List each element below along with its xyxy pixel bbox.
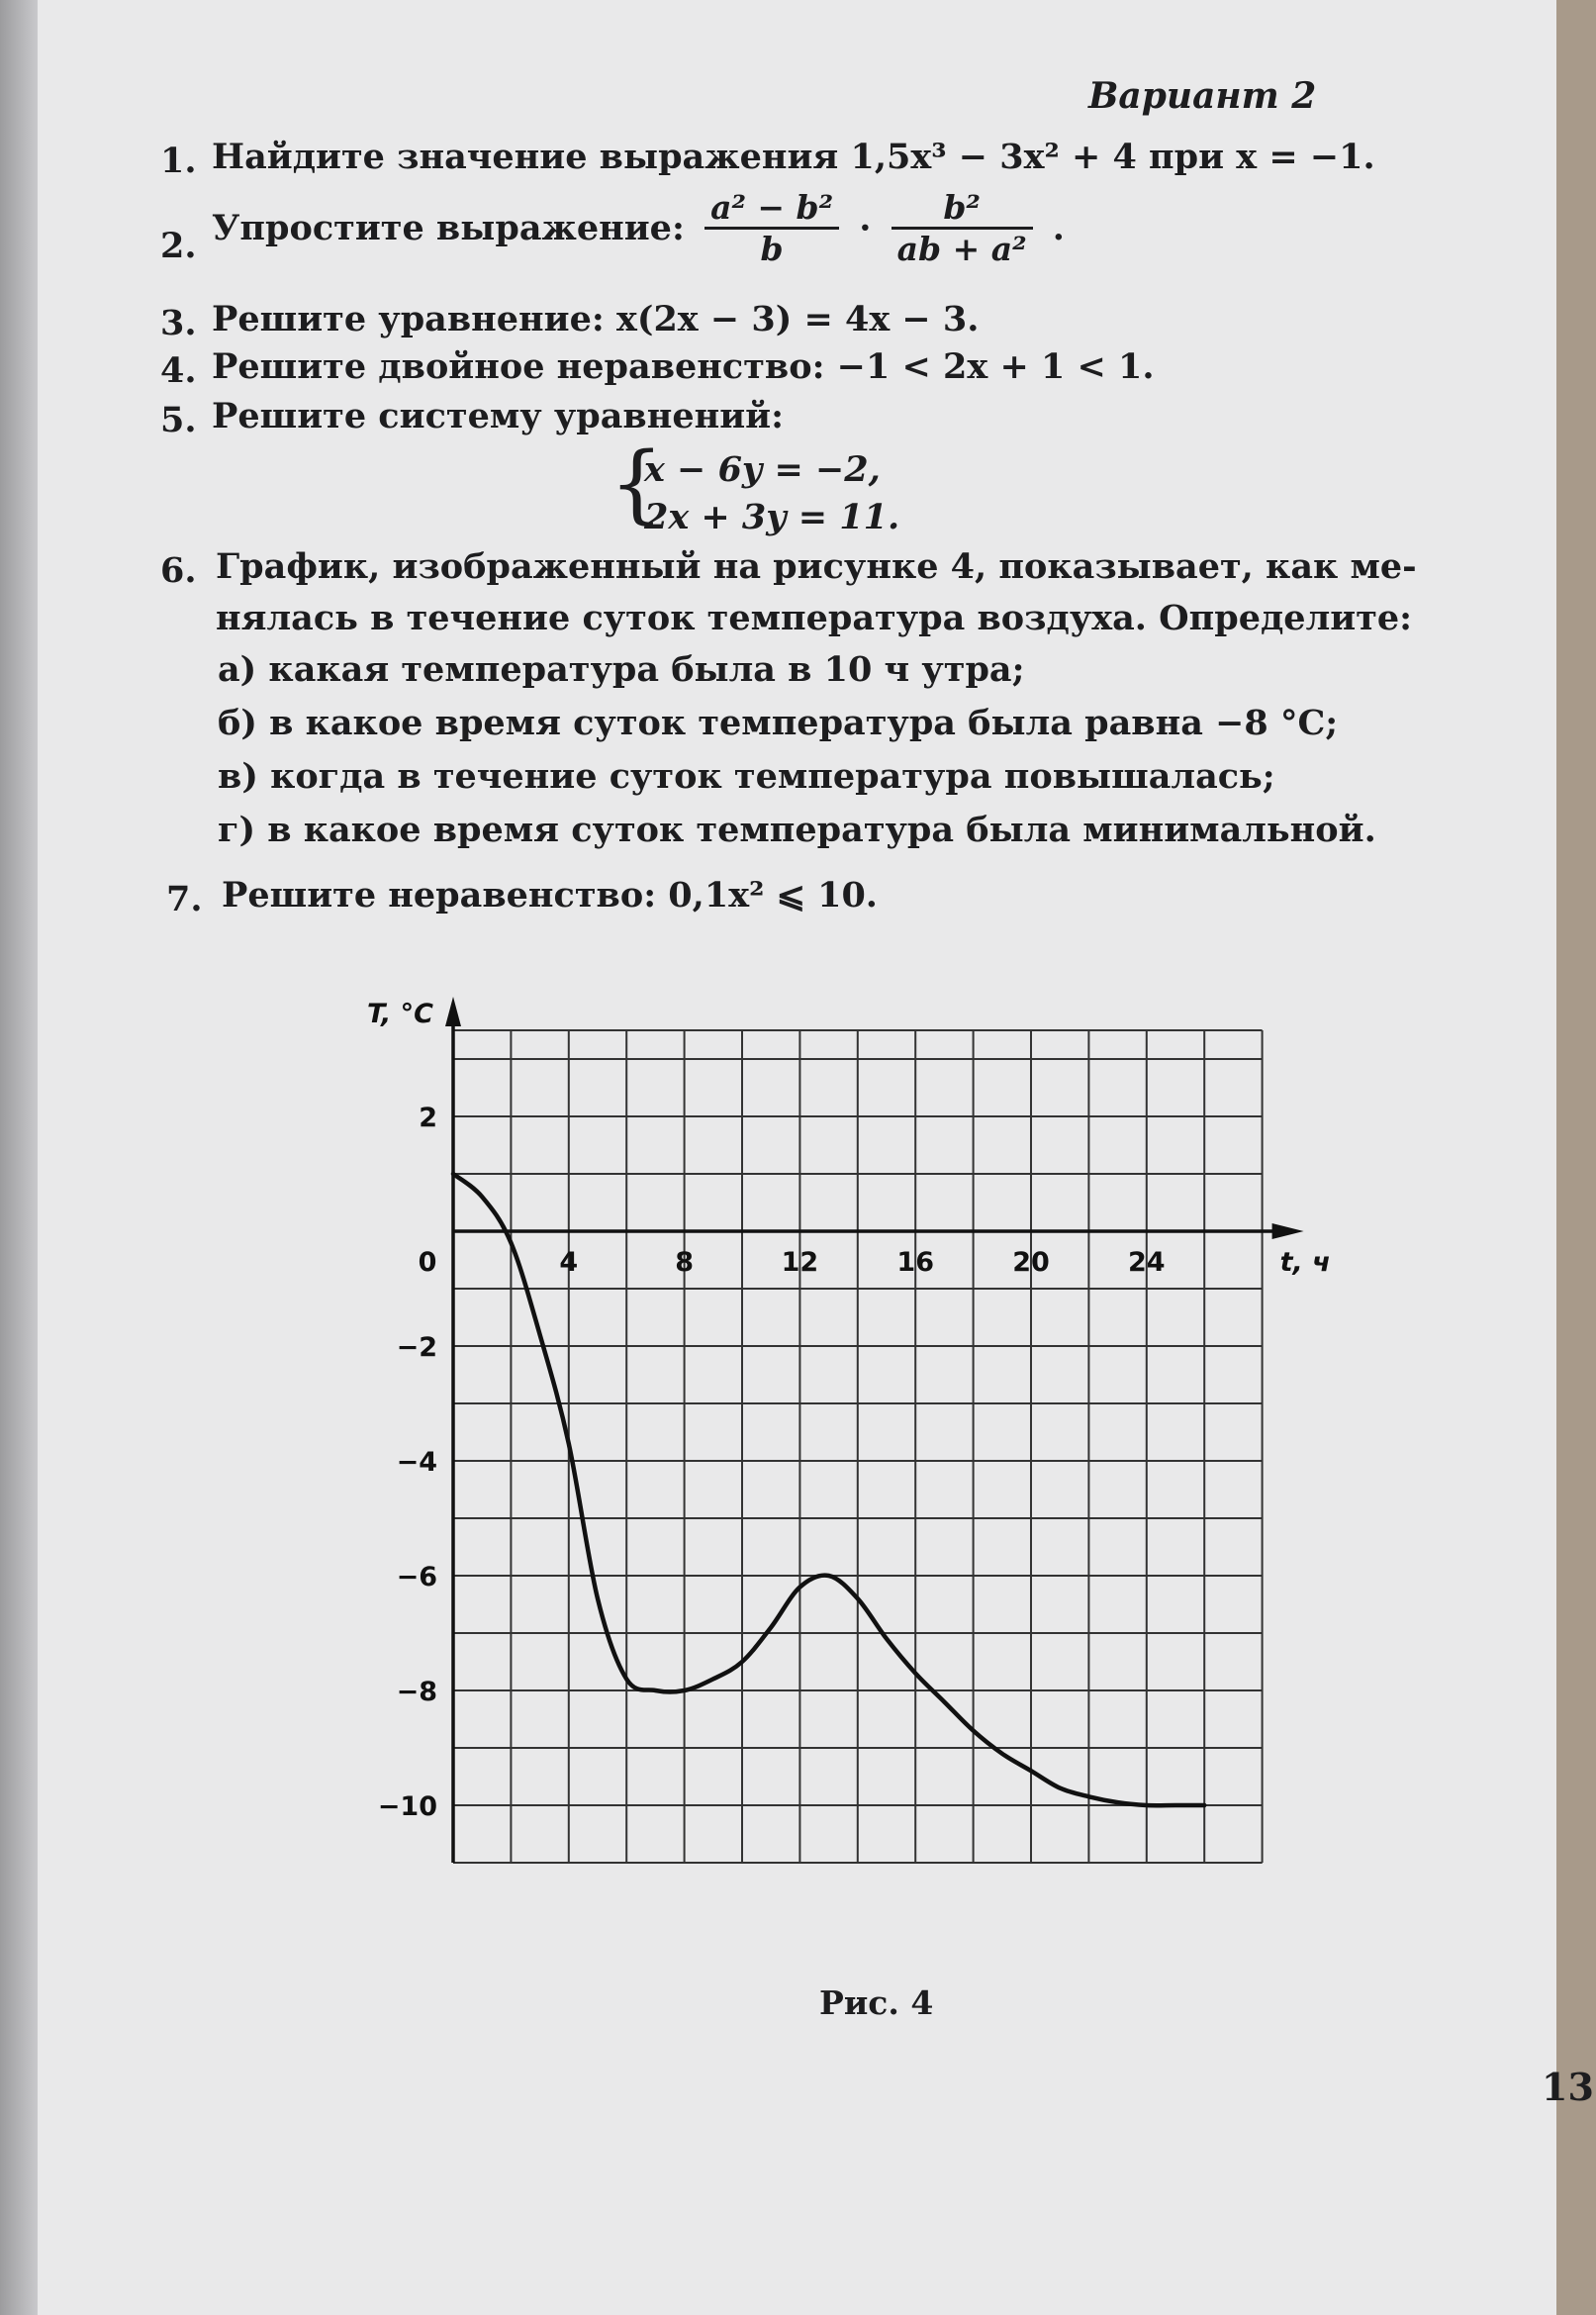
figure-caption: Рис. 4 (819, 1983, 934, 2022)
fraction-1-denominator: b (760, 230, 784, 268)
task-1-text: Найдите значение выражения 1,5x³ − 3x² + 4 при x = −1. (212, 137, 1375, 177)
task-4-number: 4. (160, 350, 197, 391)
task-5-number: 5. (160, 400, 197, 440)
y-tick-label: −10 (377, 1791, 437, 1822)
temperature-chart (38, 990, 1556, 1979)
x-tick-label: 4 (559, 1247, 579, 1278)
task-7-text: Решите неравенство: 0,1x² ⩽ 10. (222, 875, 878, 916)
system-brace: { (610, 434, 664, 533)
fraction-2-denominator: ab + a² (896, 230, 1027, 268)
task-1-number: 1. (160, 141, 197, 181)
task-7-number: 7. (166, 879, 203, 919)
fraction-1-numerator: a² − b² (704, 188, 839, 230)
task-2-end: . (1052, 208, 1065, 248)
fraction-2-numerator: b² (892, 188, 1033, 230)
task-3-text: Решите уравнение: x(2x − 3) = 4x − 3. (212, 299, 980, 339)
x-axis-arrow (1272, 1223, 1304, 1239)
task-6-number: 6. (160, 550, 197, 591)
book-gutter (0, 0, 38, 2315)
x-tick-label: 16 (896, 1247, 934, 1278)
system-equation-1: x − 6y = −2, (644, 449, 881, 490)
system-equation-2: 2x + 3y = 11. (644, 497, 900, 537)
y-axis-label: T, °С (366, 999, 433, 1029)
multiply-dot: · (859, 208, 872, 248)
task-2-number: 2. (160, 226, 197, 266)
y-tick-label: −8 (396, 1677, 437, 1707)
task-5-text: Решите систему уравнений: (212, 396, 785, 436)
x-axis-label: t, ч (1279, 1247, 1331, 1278)
x-tick-label: 8 (675, 1247, 694, 1278)
task-6-line-1: График, изображенный на рисунке 4, показывает, как ме- (216, 546, 1417, 587)
fraction-2 (892, 188, 1033, 268)
variant-heading: Вариант 2 (1088, 75, 1317, 117)
task-2-expression (212, 188, 1065, 268)
x-tick-label: 20 (1012, 1247, 1050, 1278)
task-6-sub-a: а) какая температура была в 10 ч утра; (218, 649, 1025, 690)
task-6-sub-d: г) в какое время суток температура была минимальной. (218, 810, 1376, 850)
page-number: 13 (1542, 2065, 1594, 2109)
y-tick-label: −4 (396, 1447, 437, 1478)
task-6-line-2: нялась в течение суток температура воздуха. Определите: (216, 598, 1413, 638)
x-tick-label: 24 (1128, 1247, 1166, 1278)
task-3-number: 3. (160, 303, 197, 343)
y-tick-label: −2 (396, 1332, 437, 1363)
x-tick-label: 12 (781, 1247, 819, 1278)
x-tick-label: 0 (418, 1247, 437, 1278)
y-tick-label: −6 (396, 1562, 437, 1592)
book-page (38, 0, 1594, 2315)
fraction-1 (704, 188, 839, 268)
task-6-sub-c: в) когда в течение суток температура повышалась; (218, 756, 1275, 797)
task-4-text: Решите двойное неравенство: −1 < 2x + 1 < 1. (212, 346, 1155, 387)
y-tick-label: 2 (419, 1103, 437, 1133)
task-2-label: Упростите выражение: (212, 208, 685, 248)
task-6-sub-b: б) в какое время суток температура была равна −8 °С; (218, 703, 1339, 743)
y-axis-arrow (445, 997, 461, 1026)
